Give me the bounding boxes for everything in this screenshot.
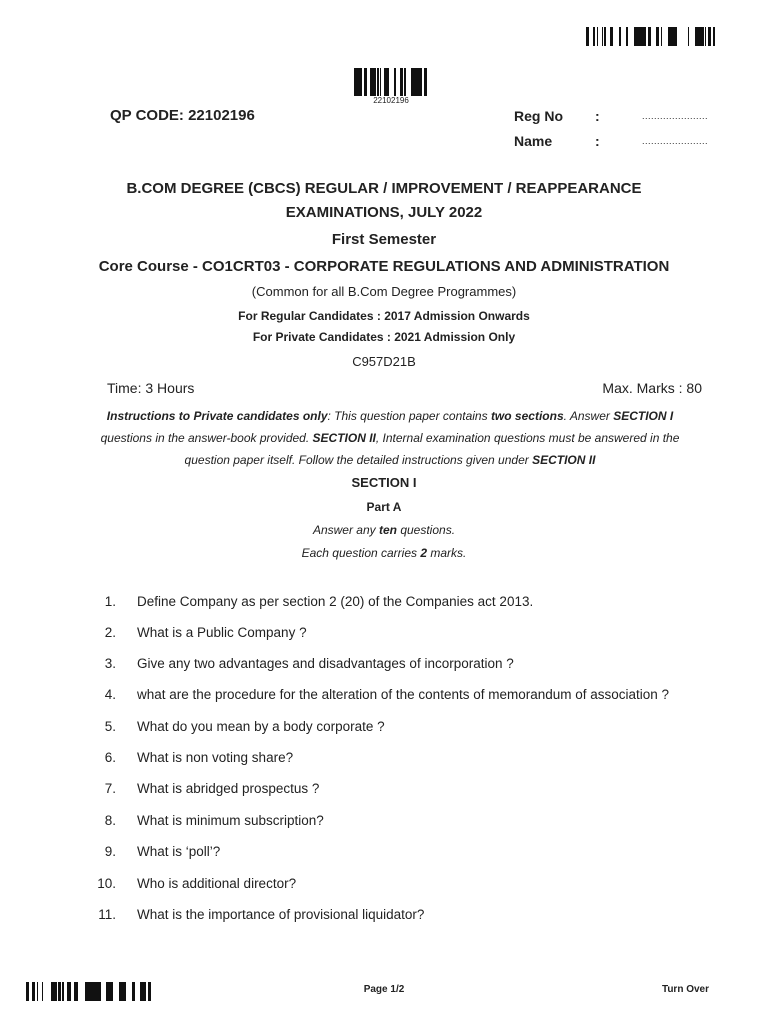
answer-instruction <box>0 523 768 537</box>
barcode-top-center <box>354 68 428 96</box>
reg-no-label: Reg No <box>514 108 563 124</box>
instructions-text: questions in the answer-book provided. <box>100 431 313 445</box>
question-text: Give any two advantages and disadvantages of incorporation ? <box>137 656 514 671</box>
name-label: Name <box>514 133 553 149</box>
qp-code: QP CODE: 22102196 <box>110 107 255 124</box>
marks-text: Each question carries <box>301 546 421 560</box>
question-number: 11. <box>98 907 116 922</box>
question-text: Define Company as per section 2 (20) of the Companies act 2013. <box>137 594 534 609</box>
question-text: What is ‘poll’? <box>137 844 221 859</box>
barcode-icon <box>354 68 428 96</box>
question-number: 9. <box>104 844 116 859</box>
turn-over: Turn Over <box>661 984 709 995</box>
question-number: 2. <box>104 625 116 640</box>
time-allowed: Time: 3 Hours <box>107 380 195 396</box>
question-number: 3. <box>104 656 116 671</box>
question-number: 6. <box>104 750 116 765</box>
question-text: What is a Public Company ? <box>137 625 307 640</box>
common-note: (Common for all B.Com Degree Programmes) <box>251 284 517 299</box>
paper-code: C957D21B <box>352 354 416 369</box>
reg-no-colon: : <box>595 108 600 124</box>
marks-instruction <box>0 546 768 560</box>
instructions-emphasis: SECTION II <box>532 453 596 467</box>
instructions <box>80 405 700 471</box>
instructions-line1 <box>80 405 700 427</box>
marks-count: 2 <box>420 546 428 560</box>
answer-text: Answer any <box>312 523 379 537</box>
question-number: 7. <box>104 781 116 796</box>
exam-title-line2: EXAMINATIONS, JULY 2022 <box>285 204 483 221</box>
question-text: What is minimum subscription? <box>137 813 324 828</box>
barcode-top-right <box>586 27 717 46</box>
instructions-emphasis: SECTION II <box>312 431 376 445</box>
question-text: What do you mean by a body corporate ? <box>137 719 385 734</box>
question-number: 4. <box>104 687 116 702</box>
question-number: 10. <box>97 876 116 891</box>
question-number: 1. <box>104 594 116 609</box>
question-number: 8. <box>104 813 116 828</box>
instructions-line2 <box>80 427 700 449</box>
instructions-heading: Instructions to Private candidates only <box>106 409 328 423</box>
question-text: What is abridged prospectus ? <box>137 781 320 796</box>
max-marks: Max. Marks : 80 <box>602 380 702 396</box>
question-number: 5. <box>104 719 116 734</box>
barcode-icon <box>586 27 717 46</box>
barcode-stripe <box>715 27 717 46</box>
page-number: Page 1/2 <box>363 984 405 995</box>
question-text: What is the importance of provisional liquidator? <box>137 907 425 922</box>
part-title: Part A <box>366 500 402 514</box>
regular-candidates: For Regular Candidates : 2017 Admission Onwards <box>238 309 530 323</box>
barcode-stripe <box>426 68 427 96</box>
question-text: Who is additional director? <box>137 876 297 891</box>
instructions-text: : This question paper contains <box>327 409 491 423</box>
instructions-emphasis: two sections <box>490 409 564 423</box>
question-text: what are the procedure for the alteration of the contents of memorandum of association ? <box>137 687 670 702</box>
answer-text: questions. <box>396 523 456 537</box>
name-field: ...................... <box>642 136 709 146</box>
instructions-text: question paper itself. Follow the detailed instructions given under <box>184 453 533 467</box>
marks-text: marks. <box>427 546 467 560</box>
semester: First Semester <box>331 231 437 248</box>
instructions-line3 <box>80 449 700 471</box>
reg-no-field: ...................... <box>642 111 709 121</box>
exam-title-line1: B.COM DEGREE (CBCS) REGULAR / IMPROVEMENT / REAPPEARANCE <box>126 180 642 197</box>
section-title: SECTION I <box>351 475 417 490</box>
barcode-number: 22102196 <box>373 96 409 105</box>
answer-count: ten <box>378 523 397 537</box>
instructions-text: , Internal examination questions must be answered in the <box>375 431 680 445</box>
instructions-emphasis: SECTION I <box>613 409 674 423</box>
private-candidates: For Private Candidates : 2021 Admission Only <box>252 330 516 344</box>
name-colon: : <box>595 133 600 149</box>
question-text: What is non voting share? <box>137 750 294 765</box>
course-title: Core Course - CO1CRT03 - CORPORATE REGULATIONS AND ADMINISTRATION <box>98 258 670 275</box>
instructions-text: . Answer <box>563 409 614 423</box>
